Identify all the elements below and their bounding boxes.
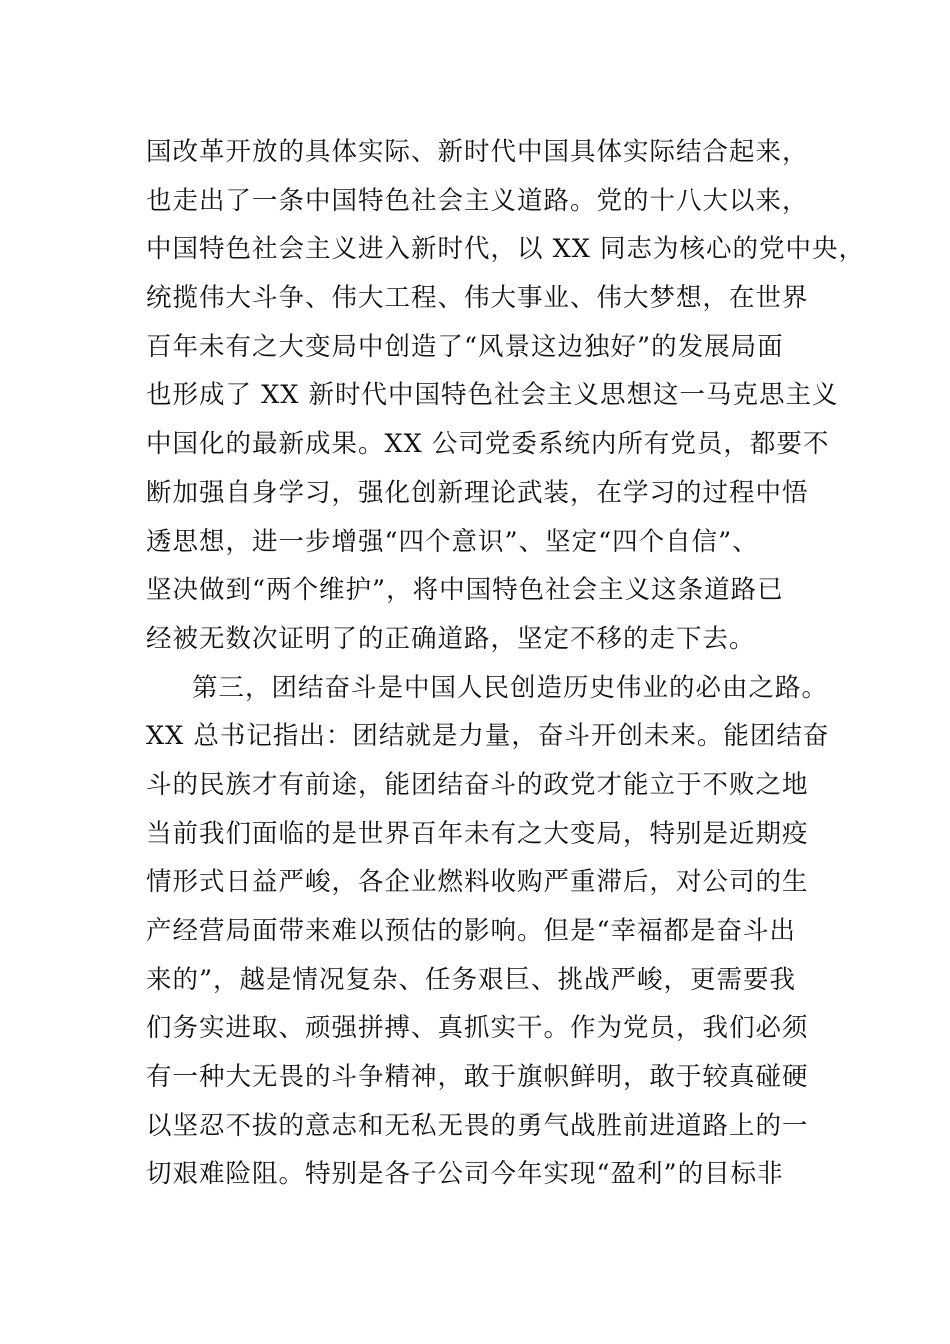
paragraph-line: 中国特色社会主义进入新时代，以 XX 同志为核心的党中央， [146, 234, 866, 265]
paragraph-line: 经被无数次证明了的正确道路，坚定不移的走下去。 [146, 623, 756, 654]
paragraph-2 [146, 664, 846, 1200]
paragraph-line: 来的”，越是情况复杂、任务艰巨、挑战严峻，更需要我 [146, 964, 797, 995]
paragraph-line: 情形式日益严峻，各企业燃料收购严重滞后，对公司的生 [146, 867, 809, 898]
paragraph-line: 产经营局面带来难以预估的影响。但是“幸福都是奋斗出 [146, 916, 797, 946]
paragraph-line: 断加强自身学习，强化创新理论武装，在学习的过程中悟 [146, 477, 809, 508]
paragraph-line: 以坚忍不拔的意志和无私无畏的勇气战胜前进道路上的一 [146, 1110, 809, 1141]
paragraph-line: 统揽伟大斗争、伟大工程、伟大事业、伟大梦想，在世界 [146, 283, 809, 314]
paragraph-line: XX 总书记指出：团结就是力量，奋斗开创未来。能团结奋 [146, 721, 830, 752]
paragraph-line: 们务实进取、顽强拼搏、真抓实干。作为党员，我们必须 [146, 1013, 809, 1044]
paragraph-line: 坚决做到“两个维护”，将中国特色社会主义这条道路已 [146, 575, 784, 606]
paragraph-line: 有一种大无畏的斗争精神，敢于旗帜鲜明，敢于较真碰硬 [146, 1062, 809, 1093]
paragraph-line: 当前我们面临的是世界百年未有之大变局，特别是近期疫 [146, 818, 809, 849]
paragraph-1 [146, 128, 866, 664]
paragraph-line: 国改革开放的具体实际、新时代中国具体实际结合起来， [146, 137, 809, 167]
paragraph-line: 第三，团结奋斗是中国人民创造历史伟业的必由之路。 [192, 672, 829, 703]
paragraph-line: 切艰难险阻。特别是各子公司今年实现“盈利”的目标非 [146, 1159, 784, 1190]
paragraph-line: 透思想，进一步增强“四个意识”、坚定“四个自信”、 [146, 526, 759, 557]
paragraph-line: 也形成了 XX 新时代中国特色社会主义思想这一马克思主义 [146, 380, 839, 411]
paragraph-line: 中国化的最新成果。XX 公司党委系统内所有党员，都要不 [146, 429, 830, 460]
paragraph-line: 也走出了一条中国特色社会主义道路。党的十八大以来， [146, 185, 809, 216]
paragraph-line: 斗的民族才有前途，能团结奋斗的政党才能立于不败之地 [146, 769, 809, 800]
document-body [146, 128, 866, 1199]
paragraph-line: 百年未有之大变局中创造了“风景这边独好”的发展局面 [146, 331, 784, 362]
